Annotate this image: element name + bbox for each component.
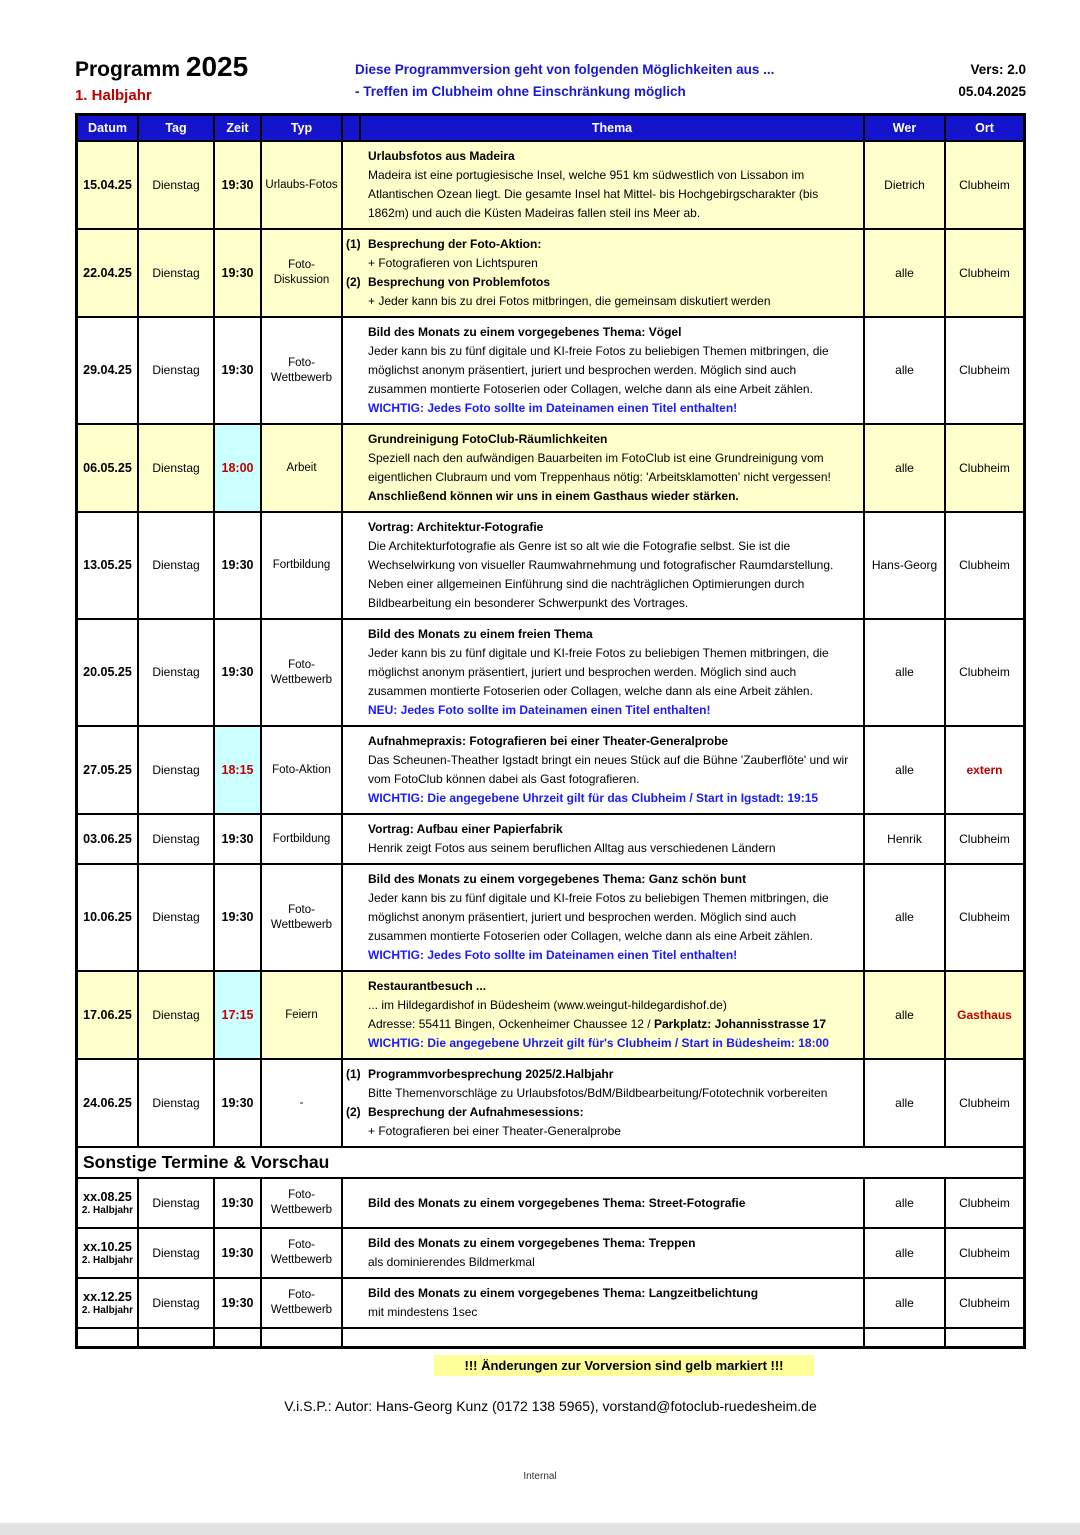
column-header-thema: Thema [361,116,865,140]
topic-line [343,273,855,292]
topic-line [343,732,855,751]
column-header-typ: Typ [262,116,343,140]
title-text: Programm [75,58,181,81]
date-cell [78,142,139,228]
topic-cell [343,815,865,863]
table-row [78,425,1023,513]
type-cell: Feiern [262,972,343,1058]
date-value: xx.08.25 [83,1189,132,1204]
topic-line [343,1253,855,1272]
day-cell: Dienstag [139,1179,215,1227]
who-cell: alle [865,230,946,316]
date-cell [78,318,139,423]
type-cell: - [262,1060,343,1146]
day-cell: Dienstag [139,1229,215,1277]
time-cell: 19:30 [215,865,262,970]
topic-text: Besprechung der Aufnahmesessions: [368,1105,584,1119]
time-cell: 19:30 [215,620,262,725]
type-cell: Foto-Wettbewerb [262,865,343,970]
topic-cell [343,865,865,970]
table-row [78,1179,1023,1229]
location-cell: Clubheim [946,1279,1023,1327]
topic-cell [343,425,865,511]
table-body [78,142,1023,1346]
time-cell: 19:30 [215,1179,262,1227]
topic-line [343,1015,855,1034]
topic-line [343,701,855,720]
topic-cell [343,972,865,1058]
topic-line [343,537,855,613]
subtitle-half-year: 1. Halbjahr [75,87,152,104]
date-cell [78,1179,139,1227]
time-cell: 19:30 [215,1229,262,1277]
topic-line [343,292,855,311]
table-row [78,972,1023,1060]
date-value: 20.05.25 [83,665,132,679]
topic-line [343,487,855,506]
topic-text: Bild des Monats zu einem vorgegebenes Thema: Langzeitbelichtung [368,1286,759,1300]
type-cell: Fortbildung [262,815,343,863]
day-cell: Dienstag [139,318,215,423]
topic-cell [343,1329,865,1346]
topic-line [343,839,855,858]
day-cell: Dienstag [139,1060,215,1146]
date-cell [78,513,139,618]
topic-line [343,323,855,342]
day-cell: Dienstag [139,142,215,228]
topic-text: Bild des Monats zu einem vorgegebenes Thema: Ganz schön bunt [368,872,747,886]
topic-line [343,235,855,254]
contact-line: V.i.S.P.: Autor: Hans-Georg Kunz (0172 138 5965), vorstand@fotoclub-ruedesheim.de [284,1398,817,1414]
topic-text: + Fotografieren bei einer Theater-Generalprobe [368,1124,621,1138]
topic-text: + Jeder kann bis zu drei Fotos mitbringen, die gemeinsam diskutiert werden [368,294,771,308]
topic-line [343,1034,855,1053]
topic-text: Jeder kann bis zu fünf digitale und KI-freie Fotos zu beliebigen Themen mitbringen, die möglichst anonym präsentiert, juriert und besprochen werden. Möglich sind auch zusammen montierte Fotoserien oder Collagen, welche dann als eine Arbeit zählen. [368,891,829,943]
topic-cell [343,1229,865,1277]
topic-line [343,946,855,965]
intro-block [355,54,906,103]
topic-text: Jeder kann bis zu fünf digitale und KI-freie Fotos zu beliebigen Themen mitbringen, die möglichst anonym präsentiert, juriert und besprochen werden. Möglich sind auch zusammen montierte Fotoserien oder Collagen, welche dann als eine Arbeit zählen. [368,344,829,396]
topic-text: Programmvorbesprechung 2025/2.Halbjahr [368,1067,614,1081]
day-cell: Dienstag [139,865,215,970]
document-header [75,51,1026,104]
date-value: 13.05.25 [83,558,132,572]
topic-line [343,889,855,946]
topic-line [343,820,855,839]
date-value: xx.10.25 [83,1239,132,1254]
date-value: 17.06.25 [83,1007,132,1022]
column-header-datum: Datum [78,116,139,140]
topic-text: Vortrag: Architektur-Fotografie [368,520,544,534]
time-cell: 18:15 [215,727,262,813]
location-cell: Gasthaus [946,972,1023,1058]
topic-line [343,996,855,1015]
who-cell: Hans-Georg [865,513,946,618]
topic-text: Restaurantbesuch ... [368,979,487,993]
topic-cell [343,1060,865,1146]
date-cell [78,230,139,316]
line-marker: (1) [346,237,361,251]
who-cell: alle [865,1179,946,1227]
program-document [75,51,1026,1414]
topic-text: Bild des Monats zu einem vorgegebenes Thema: Treppen [368,1236,696,1250]
topic-text: Das Scheunen-Theather Igstadt bringt ein neues Stück auf die Bühne 'Zauberflöte' und wir vom FotoClub können dabei als Gast fotografieren. [368,753,849,786]
title-year: 2025 [185,51,249,82]
topic-text: Grundreinigung FotoClub-Räumlichkeiten [368,432,608,446]
topic-text: Henrik zeigt Fotos aus seinem beruflichen Alltag aus verschiedenen Ländern [368,841,776,855]
date-cell [78,1279,139,1327]
column-header-zeit: Zeit [215,116,262,140]
time-cell: 19:30 [215,1060,262,1146]
section-header-label: Sonstige Termine & Vorschau [78,1148,1023,1177]
topic-text: Jeder kann bis zu fünf digitale und KI-freie Fotos zu beliebigen Themen mitbringen, die möglichst anonym präsentiert, juriert und besprochen werden. Möglich sind auch zusammen montierte Fotoserien oder Collagen, welche dann als eine Arbeit zählen. [368,646,829,698]
date-cell [78,815,139,863]
topic-text: + Fotografieren von Lichtspuren [368,256,538,270]
date-value: 29.04.25 [83,363,132,377]
version-block [906,54,1026,103]
topic-cell [343,142,865,228]
topic-line [343,399,855,418]
topic-line [343,147,855,166]
who-cell: alle [865,318,946,423]
topic-text: Adresse: 55411 Bingen, Ockenheimer Chaussee 12 / [368,1017,654,1031]
who-cell: alle [865,1279,946,1327]
date-sub-label: 2. Halbjahr [81,1204,134,1216]
topic-text: Urlaubsfotos aus Madeira [368,149,515,163]
topic-text: Speziell nach den aufwändigen Bauarbeiten im FotoClub ist eine Grundreinigung vom eigentlichen Clubraum und vom Treppenhaus nötig: 'Arbeitsklamotten' nicht vergessen! [368,451,831,484]
line-marker: (1) [346,1067,361,1081]
topic-line [343,1065,855,1084]
topic-cell [343,727,865,813]
change-note: !!! Änderungen zur Vorversion sind gelb markiert !!! [434,1355,813,1376]
date-cell [78,425,139,511]
column-header-ort: Ort [946,116,1023,140]
topic-line [343,789,855,808]
date-cell [78,1329,139,1346]
topic-line [343,342,855,399]
table-row [78,620,1023,727]
table-row [78,727,1023,815]
day-cell: Dienstag [139,727,215,813]
date-value: 03.06.25 [83,831,132,846]
topic-text: Bild des Monats zu einem vorgegebenes Thema: Street-Fotografie [368,1195,746,1210]
topic-text: Anschließend können wir uns in einem Gasthaus wieder stärken. [368,489,739,503]
day-cell: Dienstag [139,513,215,618]
time-cell: 19:30 [215,513,262,618]
day-cell: Dienstag [139,972,215,1058]
time-cell: 19:30 [215,318,262,423]
topic-text: Parkplatz: Johannisstrasse 17 [653,1017,827,1031]
who-cell: alle [865,865,946,970]
topic-line [343,977,855,996]
day-cell: Dienstag [139,620,215,725]
title-block [75,51,355,104]
change-note-wrap [363,1355,885,1376]
type-cell [262,1329,343,1346]
topic-cell [343,230,865,316]
type-cell: Foto-Aktion [262,727,343,813]
topic-line [343,870,855,889]
type-cell: Foto-Wettbewerb [262,1229,343,1277]
who-cell: Dietrich [865,142,946,228]
table-header-row [78,116,1023,142]
date-value: 24.06.25 [83,1095,132,1110]
table-row [78,1279,1023,1329]
time-cell [215,1329,262,1346]
topic-text: Aufnahmepraxis: Fotografieren bei einer Theater-Generalprobe [368,734,729,748]
who-cell [865,1329,946,1346]
location-cell: Clubheim [946,1060,1023,1146]
topic-text: WICHTIG: Jedes Foto sollte im Dateinamen einen Titel enthalten! [368,948,738,962]
topic-cell [343,620,865,725]
column-header-marker [343,116,361,140]
topic-line [343,1084,855,1103]
topic-text: mit mindestens 1sec [368,1305,478,1319]
date-value: 22.04.25 [83,265,132,280]
type-cell: Arbeit [262,425,343,511]
topic-text: Bitte Themenvorschläge zu Urlaubsfotos/BdM/Bildbearbeitung/Fototechnik vorbereiten [368,1086,828,1100]
window-bottom-bar [0,1523,1080,1535]
time-cell: 19:30 [215,142,262,228]
date-cell [78,865,139,970]
who-cell: alle [865,1060,946,1146]
topic-text: als dominierendes Bildmerkmal [368,1255,535,1269]
location-cell: Clubheim [946,513,1023,618]
location-cell: Clubheim [946,318,1023,423]
date-value: 15.04.25 [83,177,132,192]
topic-cell [343,513,865,618]
topic-text: WICHTIG: Die angegebene Uhrzeit gilt für's Clubheim / Start in Büdesheim: 18:00 [368,1036,829,1050]
topic-line [343,1103,855,1122]
topic-line [343,1284,855,1303]
location-cell: Clubheim [946,230,1023,316]
type-cell: Foto-Diskussion [262,230,343,316]
date-cell [78,727,139,813]
location-cell [946,1329,1023,1346]
date-cell [78,1060,139,1146]
type-cell: Foto-Wettbewerb [262,1179,343,1227]
day-cell: Dienstag [139,1279,215,1327]
table-row [78,1229,1023,1279]
topic-cell [343,318,865,423]
topic-text: Madeira ist eine portugiesische Insel, welche 951 km südwestlich von Lissabon im Atlantischen Ozean liegt. Die gesamte Insel hat Mittel- bis Hochgebirgscharakter (bis 1862m) und auch die Küsten Madeiras fallen steil ins Meer ab. [368,168,819,220]
topic-text: Vortrag: Aufbau einer Papierfabrik [368,822,563,836]
empty-row [78,1329,1023,1346]
date-value: 06.05.25 [83,460,132,475]
topic-text: Die Architekturfotografie als Genre ist so alt wie die Fotografie selbst. Sie ist die Wechselwirkung von visueller Raumwahrnehmung und fotografischer Raumdarstellung. Neben einer allgemeinen Einführung sind die nachträglichen Optimierungen durch Bildbearbeitung ein besonderer Schwerpunkt des Vortrages. [368,539,834,610]
day-cell: Dienstag [139,425,215,511]
topic-line [343,518,855,537]
day-cell: Dienstag [139,230,215,316]
day-cell: Dienstag [139,815,215,863]
type-cell: Urlaubs-Fotos [262,142,343,228]
version-date: 05.04.2025 [958,84,1026,99]
topic-text: Besprechung von Problemfotos [368,275,551,289]
table-row [78,815,1023,865]
date-cell [78,620,139,725]
topic-line [343,1122,855,1141]
time-cell: 17:15 [215,972,262,1058]
who-cell: alle [865,620,946,725]
type-cell: Foto-Wettbewerb [262,1279,343,1327]
table-row [78,142,1023,230]
type-cell: Foto-Wettbewerb [262,620,343,725]
time-cell: 19:30 [215,815,262,863]
location-cell: Clubheim [946,142,1023,228]
who-cell: alle [865,1229,946,1277]
date-cell [78,972,139,1058]
location-cell: Clubheim [946,865,1023,970]
table-row [78,865,1023,972]
topic-text: WICHTIG: Die angegebene Uhrzeit gilt für das Clubheim / Start in Igstadt: 19:15 [368,791,819,805]
topic-text: NEU: Jedes Foto sollte im Dateinamen einen Titel enthalten! [368,703,711,717]
topic-line [343,254,855,273]
location-cell: Clubheim [946,815,1023,863]
who-cell: alle [865,727,946,813]
location-cell: extern [946,727,1023,813]
topic-text: Besprechung der Foto-Aktion: [368,237,542,251]
table-row [78,318,1023,425]
type-cell: Fortbildung [262,513,343,618]
day-cell [139,1329,215,1346]
topic-line [343,1303,855,1322]
date-value: xx.12.25 [83,1289,132,1304]
time-cell: 18:00 [215,425,262,511]
section-header-row [78,1148,1023,1179]
column-header-tag: Tag [139,116,215,140]
topic-text: Bild des Monats zu einem freien Thema [368,627,593,641]
date-value: 27.05.25 [83,762,132,777]
who-cell: alle [865,425,946,511]
who-cell: alle [865,972,946,1058]
topic-line [343,1234,855,1253]
who-cell: Henrik [865,815,946,863]
type-cell: Foto-Wettbewerb [262,318,343,423]
topic-line [343,1194,855,1213]
line-marker: (2) [346,275,361,289]
table-row [78,230,1023,318]
location-cell: Clubheim [946,425,1023,511]
time-cell: 19:30 [215,230,262,316]
topic-line [343,166,855,223]
date-sub-label: 2. Halbjahr [81,1304,134,1316]
topic-line [343,430,855,449]
location-cell: Clubheim [946,1229,1023,1277]
internal-watermark: Internal [523,1471,557,1482]
topic-line [343,751,855,789]
time-cell: 19:30 [215,1279,262,1327]
location-cell: Clubheim [946,620,1023,725]
topic-text: Bild des Monats zu einem vorgegebenes Thema: Vögel [368,325,682,339]
topic-cell [343,1179,865,1227]
date-sub-label: 2. Halbjahr [81,1254,134,1266]
intro-line-1: Diese Programmversion geht von folgenden Möglichkeiten aus ... [355,62,775,77]
topic-text: WICHTIG: Jedes Foto sollte im Dateinamen einen Titel enthalten! [368,401,738,415]
intro-line-2: - Treffen im Clubheim ohne Einschränkung möglich [355,84,686,99]
table-row [78,1060,1023,1148]
line-marker: (2) [346,1105,361,1119]
topic-line [343,625,855,644]
date-cell [78,1229,139,1277]
topic-cell [343,1279,865,1327]
program-table [75,113,1026,1349]
topic-line [343,449,855,487]
topic-text: ... im Hildegardishof in Büdesheim (www.weingut-hildegardishof.de) [368,998,727,1012]
topic-line [343,644,855,701]
table-row [78,513,1023,620]
column-header-wer: Wer [865,116,946,140]
location-cell: Clubheim [946,1179,1023,1227]
version-label: Vers: 2.0 [970,62,1026,77]
page-title [75,51,355,83]
date-value: 10.06.25 [83,910,132,924]
